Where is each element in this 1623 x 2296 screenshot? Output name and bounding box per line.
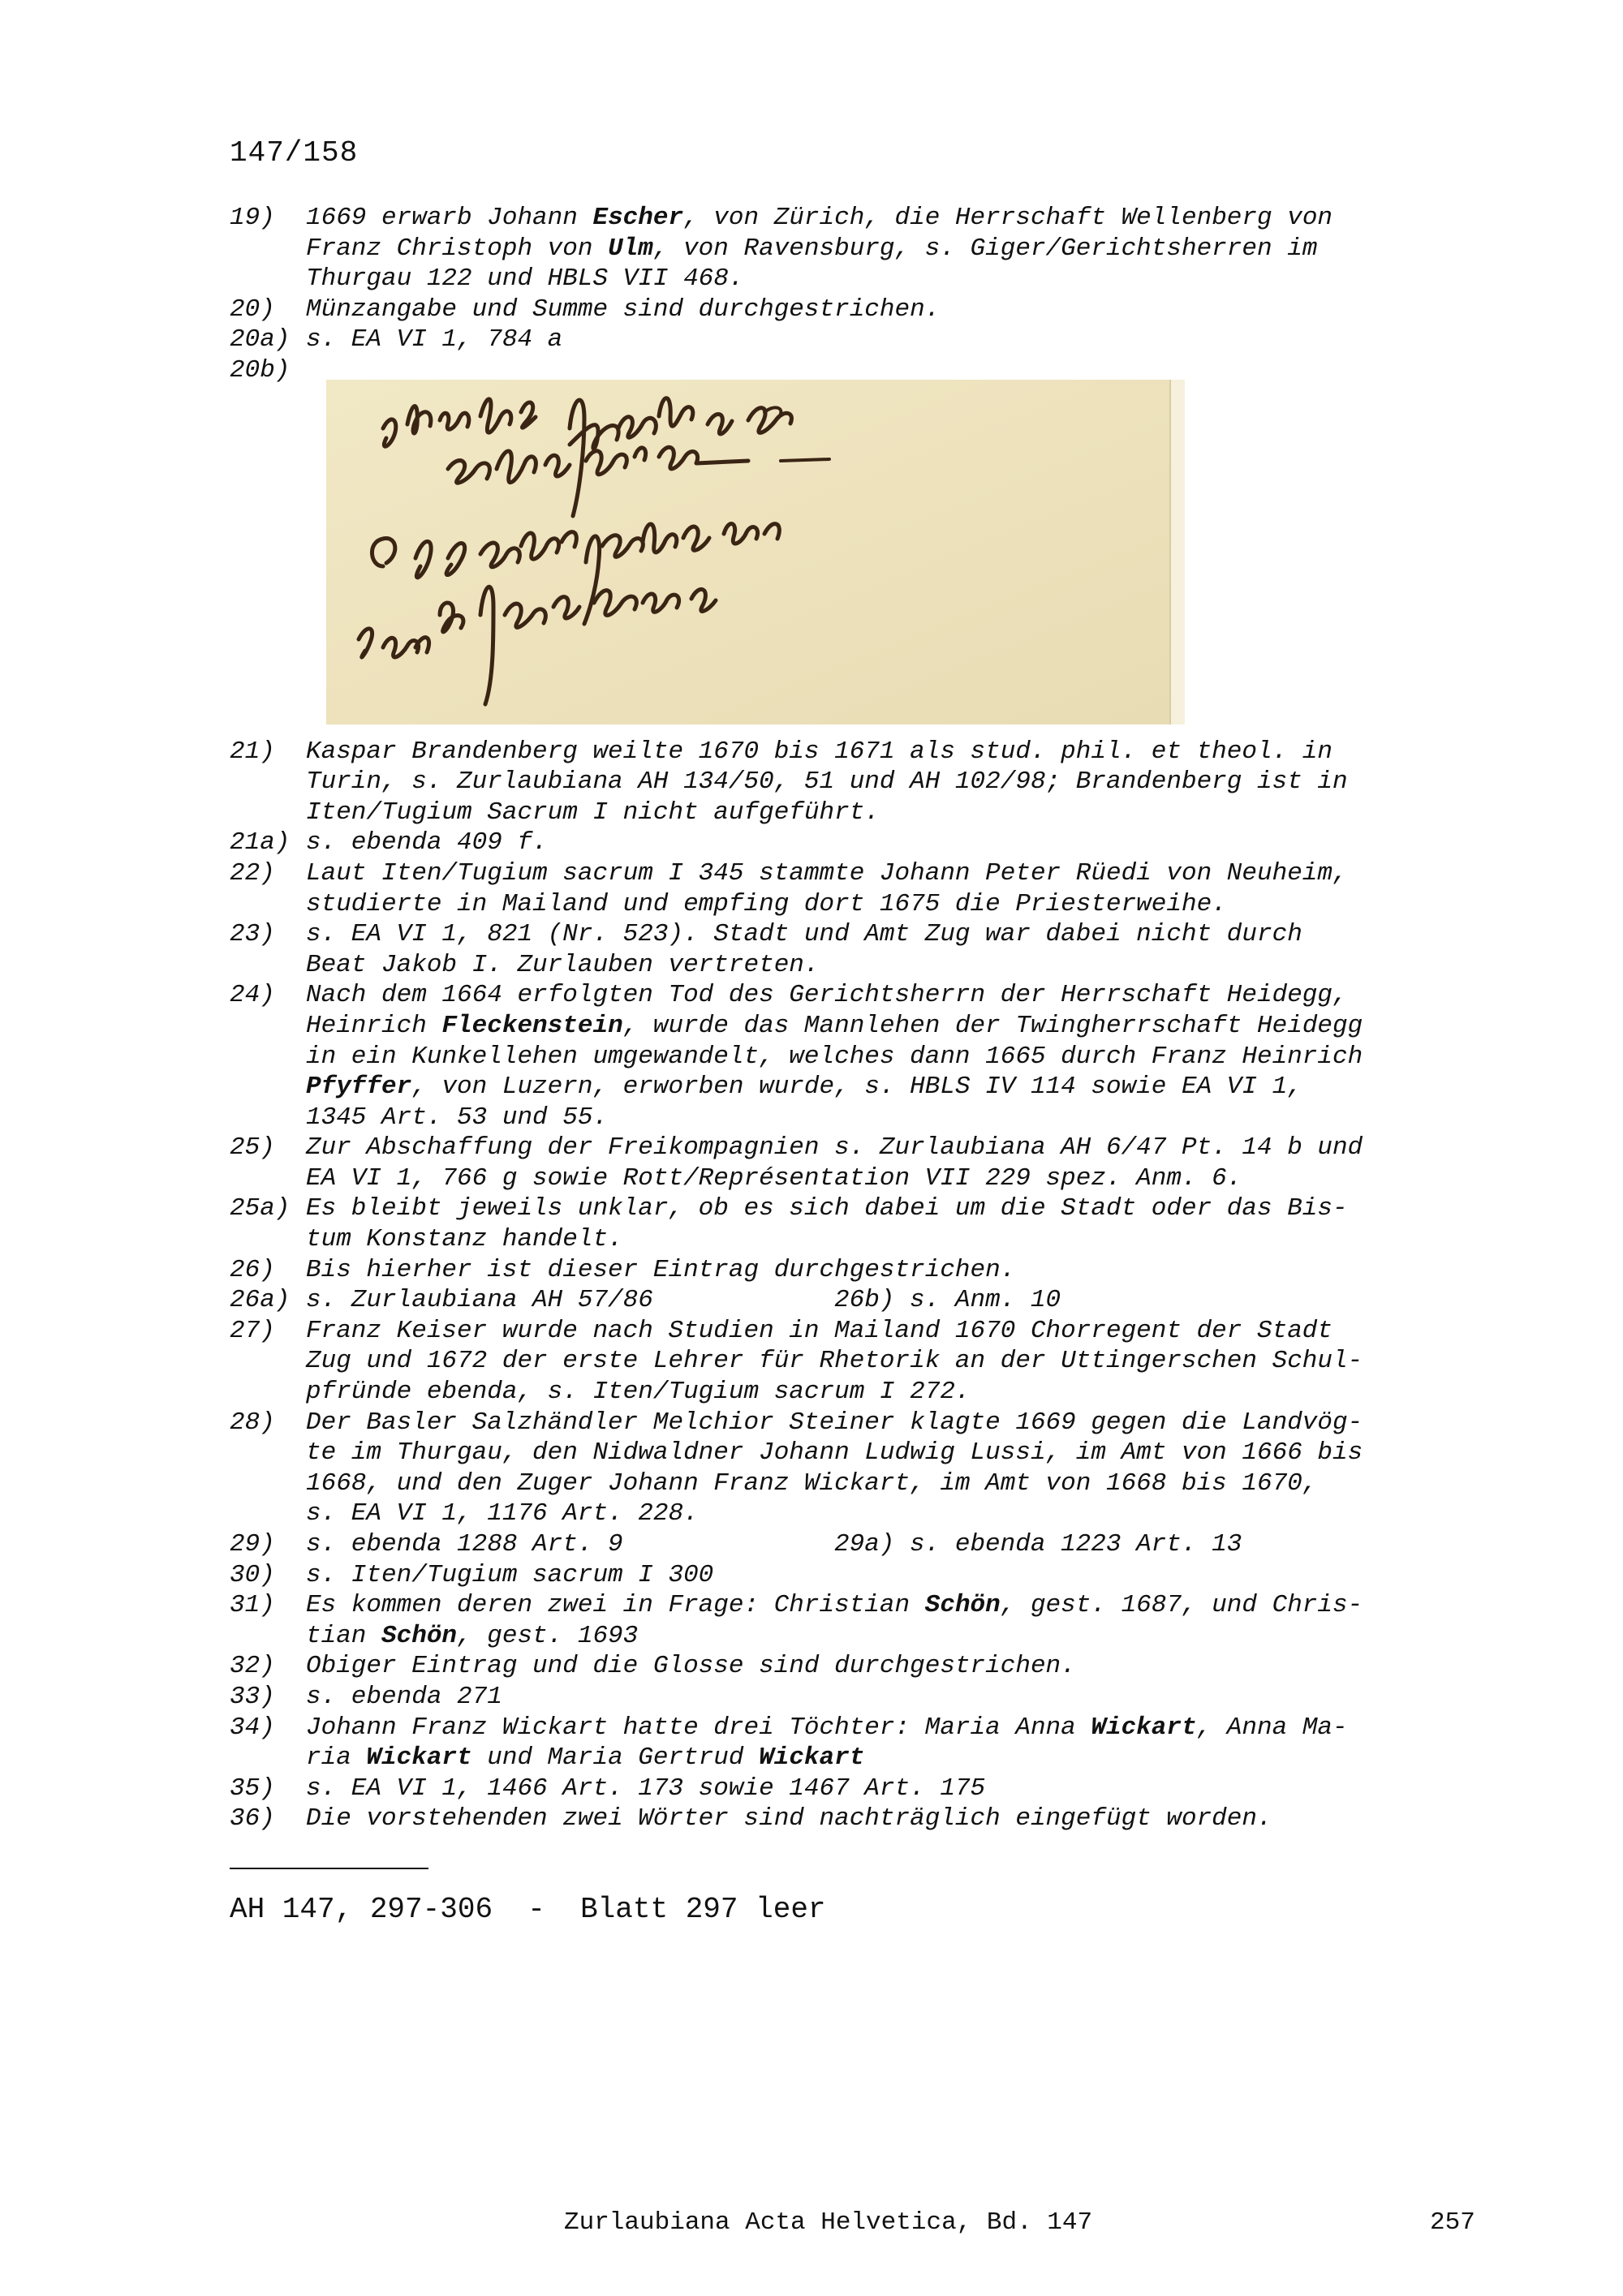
emphasized-name: Fleckenstein	[441, 1011, 623, 1040]
text-segment: s. EA VI 1, 821 (Nr. 523). Stadt und Amt Zug war dabei nicht durch	[306, 920, 1302, 949]
text-segment: , gest. 1693	[457, 1621, 639, 1650]
footnote-line	[306, 203, 1479, 234]
section-label: AH 147, 297-306 - Blatt 297 leer	[230, 1893, 826, 1926]
footnote	[230, 919, 1479, 980]
footnote-number: 26)	[230, 1255, 275, 1284]
text-segment: s. ebenda 409 f.	[306, 828, 548, 858]
text-segment: s. EA VI 1, 784 a	[306, 325, 563, 355]
footnote-text	[306, 828, 1479, 858]
text-segment: , von Ravensburg, s. Giger/Gerichtsherren im	[652, 234, 1318, 263]
text-segment: EA VI 1, 766 g sowie Rott/Représentation VII 229 spez. Anm. 6.	[306, 1163, 1242, 1193]
footnote-number: 20b)	[230, 355, 291, 385]
text-segment: studierte in Mailand und empfing dort 1675 die Priesterweihe.	[306, 889, 1227, 918]
footnote-line	[306, 1224, 1479, 1255]
footnote-line	[306, 1590, 1479, 1621]
footer-title: Zurlaubiana Acta Helvetica, Bd. 147	[564, 2208, 1093, 2237]
text-segment: Turin, s. Zurlaubiana AH 134/50, 51 und AH 102/98; Brandenberg ist in	[306, 767, 1348, 797]
emphasized-name: Wickart	[1091, 1713, 1197, 1742]
emphasized-name: Wickart	[366, 1743, 472, 1773]
text-segment: , Anna Ma-	[1196, 1713, 1348, 1742]
text-segment: Zur Abschaffung der Freikompagnien s. Zurlaubiana AH 6/47 Pt. 14 b und	[306, 1133, 1363, 1163]
footnote-line	[306, 1163, 1479, 1194]
emphasized-name: Schön	[381, 1621, 458, 1650]
footnote-text	[306, 325, 1479, 355]
text-segment: Der Basler Salzhändler Melchior Steiner klagte 1669 gegen die Landvög-	[306, 1408, 1363, 1437]
footnote-number: 31)	[230, 1591, 275, 1620]
text-segment: und Maria Gertrud	[471, 1743, 760, 1773]
text-segment: Kaspar Brandenberg weilte 1670 bis 1671 als stud. phil. et theol. in	[306, 737, 1333, 766]
footnote	[230, 737, 1479, 828]
footnote	[230, 980, 1479, 1133]
footnote-line	[306, 767, 1479, 798]
footnote-line	[306, 1011, 1479, 1042]
footnote-line	[306, 1255, 1479, 1286]
emphasized-name: Pfyffer	[306, 1073, 412, 1102]
manuscript-image-container	[230, 386, 1479, 737]
footnote-line	[306, 1133, 1479, 1163]
footnote-line	[306, 1682, 1479, 1713]
text-segment: tian	[306, 1621, 382, 1650]
footnote	[230, 1713, 1479, 1774]
footnote-line	[306, 295, 1479, 325]
footnote-number: 20)	[230, 295, 275, 324]
footnote	[230, 1529, 1479, 1560]
text-segment: Heinrich	[306, 1011, 442, 1040]
footnote	[230, 1255, 1479, 1286]
footnote-text	[306, 1316, 1479, 1408]
footnote	[230, 1651, 1479, 1682]
footnote-number: 34)	[230, 1713, 275, 1742]
footnote-text: s. Anm. 10	[910, 1286, 1061, 1315]
footnote-number: 30)	[230, 1560, 275, 1589]
text-segment: s. Iten/Tugium sacrum I 300	[306, 1560, 714, 1589]
footnote-text	[306, 1713, 1479, 1774]
footnote	[230, 1285, 1479, 1316]
footnote-number: 26a)	[230, 1286, 291, 1315]
text-segment: Iten/Tugium Sacrum I nicht aufgeführt.	[306, 798, 880, 827]
footnote-number: 24)	[230, 981, 275, 1010]
text-segment: 1668, und den Zuger Johann Franz Wickart, im Amt von 1668 bis 1670,	[306, 1468, 1318, 1498]
footnote-line	[306, 1498, 1479, 1529]
footnote-text	[306, 1651, 1479, 1682]
text-segment: 1669 erwarb Johann	[306, 204, 593, 232]
footnote-line	[306, 828, 1479, 858]
footnote	[230, 828, 1479, 858]
text-segment: s. EA VI 1, 1176 Art. 228.	[306, 1499, 699, 1529]
footnote-number: 28)	[230, 1408, 275, 1437]
footnotes-after-image	[230, 737, 1479, 1834]
footnote	[230, 1193, 1479, 1254]
footnote-number: 33)	[230, 1682, 275, 1711]
footnote-text	[306, 1193, 1479, 1254]
footnote-line	[306, 1042, 1479, 1073]
footnote-line	[306, 1774, 1479, 1804]
footnote	[230, 1133, 1479, 1193]
footnote	[230, 858, 1479, 919]
manuscript-handwriting-image	[326, 380, 1185, 724]
footnote-number: 21)	[230, 737, 275, 766]
footnote-line	[306, 858, 1479, 889]
emphasized-name: Wickart	[759, 1743, 865, 1773]
emphasized-name: Escher	[592, 204, 684, 232]
footnote	[230, 1560, 1479, 1591]
footnote-text	[306, 1255, 1479, 1286]
text-segment: Münzangabe und Summe sind durchgestrichen.	[306, 295, 941, 324]
footnote-text	[306, 203, 1479, 295]
footnote-text: s. Zurlaubiana AH 57/86	[306, 1286, 653, 1315]
footnote-line	[306, 264, 1479, 295]
footnote-line	[306, 1316, 1479, 1347]
text-segment: ria	[306, 1743, 367, 1773]
footnote-number: 32)	[230, 1652, 275, 1681]
text-segment: Nach dem 1664 erfolgten Tod des Gerichtsherrn der Herrschaft Heidegg,	[306, 981, 1348, 1010]
footnote-number: 19)	[230, 204, 275, 232]
footnote-line	[306, 1560, 1479, 1591]
text-segment: pfründe ebenda, s. Iten/Tugium sacrum I 272.	[306, 1378, 971, 1407]
footnote-number: 35)	[230, 1774, 275, 1803]
footnote-line	[306, 325, 1479, 355]
footnote-number: 29)	[230, 1530, 275, 1559]
text-segment: Thurgau 122 und HBLS VII 468.	[306, 264, 744, 294]
footnote-line	[306, 1377, 1479, 1408]
footnote	[230, 1316, 1479, 1408]
footnote-line	[306, 950, 1479, 981]
footnote-number: 22)	[230, 858, 275, 888]
text-segment: Johann Franz Wickart hatte drei Töchter: Maria Anna	[306, 1713, 1091, 1742]
footnote-line	[306, 919, 1479, 950]
footnote-line	[306, 889, 1479, 920]
text-segment: Es kommen deren zwei in Frage: Christian	[306, 1591, 925, 1620]
footnote-line	[306, 234, 1479, 264]
footnote	[230, 1804, 1479, 1834]
text-segment: Es bleibt jeweils unklar, ob es sich dabei um die Stadt oder das Bis-	[306, 1194, 1348, 1223]
footnote-text	[306, 980, 1479, 1133]
text-segment: Franz Christoph von	[306, 234, 609, 263]
text-segment: Bis hierher ist dieser Eintrag durchgestrichen.	[306, 1255, 1016, 1284]
footnote-text: s. ebenda 1288 Art. 9	[306, 1530, 623, 1559]
footnote-line	[306, 1408, 1479, 1438]
footnotes	[230, 203, 1479, 1834]
footnote	[230, 1590, 1479, 1651]
page-number: 257	[1430, 2208, 1475, 2237]
footnote-separator-rule	[230, 1868, 428, 1869]
footnote-line	[306, 980, 1479, 1011]
footnote-number: 27)	[230, 1316, 275, 1345]
text-segment: te im Thurgau, den Nidwaldner Johann Ludwig Lussi, im Amt von 1666 bis	[306, 1438, 1363, 1468]
footnote-text	[306, 295, 1479, 325]
footnote	[230, 1774, 1479, 1804]
footnote-text	[306, 1560, 1479, 1591]
footnote-number: 23)	[230, 920, 275, 949]
text-segment: Beat Jakob I. Zurlauben vertreten.	[306, 950, 820, 979]
footnote-text	[306, 1774, 1479, 1804]
footnote-line	[306, 1804, 1479, 1834]
text-segment: s. EA VI 1, 1466 Art. 173 sowie 1467 Art. 175	[306, 1774, 986, 1803]
text-segment: Laut Iten/Tugium sacrum I 345 stammte Johann Peter Rüedi von Neuheim,	[306, 858, 1348, 888]
footnote-text	[306, 737, 1479, 828]
footnote-text: s. ebenda 1223 Art. 13	[910, 1530, 1242, 1559]
footnote	[230, 1682, 1479, 1713]
footnotes-before-image	[230, 203, 1479, 386]
footnote	[230, 203, 1479, 295]
text-segment: 1345 Art. 53 und 55.	[306, 1103, 609, 1132]
footnote-line	[306, 1651, 1479, 1682]
text-segment: in ein Kunkellehen umgewandelt, welches dann 1665 durch Franz Heinrich	[306, 1042, 1363, 1071]
footnote-text	[306, 1408, 1479, 1529]
footnote	[230, 295, 1479, 325]
footnote-secondary	[834, 1529, 1242, 1560]
footnote	[230, 325, 1479, 355]
text-segment: Zug und 1672 der erste Lehrer für Rhetorik an der Uttingerschen Schul-	[306, 1347, 1363, 1376]
footnote-line	[306, 1103, 1479, 1133]
footnote-number: 26b)	[834, 1286, 895, 1315]
text-segment: Obiger Eintrag und die Glosse sind durchgestrichen.	[306, 1652, 1076, 1681]
footnote-line	[306, 1072, 1479, 1103]
footnote-line	[306, 1621, 1479, 1652]
footnote-line	[306, 1193, 1479, 1224]
footnote-text	[306, 1804, 1479, 1834]
footnote-text	[306, 919, 1479, 980]
text-segment: Franz Keiser wurde nach Studien in Mailand 1670 Chorregent der Stadt	[306, 1316, 1333, 1345]
footnote-line	[306, 1743, 1479, 1774]
text-segment: , wurde das Mannlehen der Twingherrschaft Heidegg	[622, 1011, 1363, 1040]
footnote-number: 25)	[230, 1133, 275, 1163]
footnote-text	[306, 1682, 1479, 1713]
text-segment: , von Zürich, die Herrschaft Wellenberg von	[683, 204, 1333, 232]
footnote-line	[306, 798, 1479, 828]
footnote-line	[306, 1468, 1479, 1499]
footnote-number: 25a)	[230, 1194, 291, 1223]
emphasized-name: Ulm	[608, 234, 653, 263]
footnote-secondary	[834, 1285, 1061, 1316]
footnote-text	[306, 858, 1479, 919]
page-reference: 147/158	[230, 136, 359, 170]
footnote-number: 36)	[230, 1804, 275, 1834]
footnote-text	[306, 1133, 1479, 1193]
text-segment: , von Luzern, erworben wurde, s. HBLS IV 114 sowie EA VI 1,	[411, 1073, 1302, 1102]
emphasized-name: Schön	[924, 1591, 1001, 1620]
footnote-line	[306, 1713, 1479, 1743]
text-segment: tum Konstanz handelt.	[306, 1225, 623, 1254]
footnote-line	[306, 1438, 1479, 1468]
footnote-line	[306, 737, 1479, 767]
text-segment: s. ebenda 271	[306, 1682, 502, 1711]
text-segment: Die vorstehenden zwei Wörter sind nachträglich eingefügt worden.	[306, 1804, 1272, 1834]
text-segment: , gest. 1687, und Chris-	[1000, 1591, 1363, 1620]
footnote-number: 20a)	[230, 325, 291, 355]
footnote-number: 21a)	[230, 828, 291, 858]
footnote-text	[306, 1590, 1479, 1651]
footnote-line	[306, 1346, 1479, 1377]
footnote	[230, 1408, 1479, 1529]
footnote-number: 29a)	[834, 1530, 895, 1559]
